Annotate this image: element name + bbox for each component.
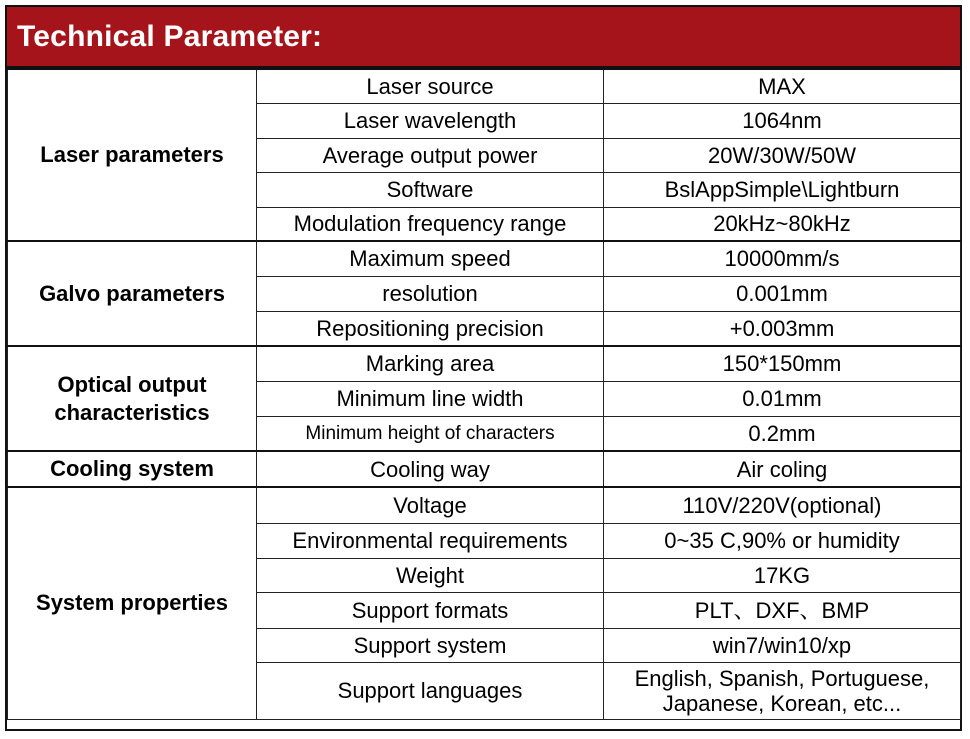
header-bar [7, 7, 960, 68]
param-value: 10000mm/s [604, 241, 961, 276]
param-name: Support system [257, 628, 604, 662]
param-value: 1064nm [604, 103, 961, 138]
param-name: Cooling way [257, 451, 604, 487]
param-value: +0.003mm [604, 311, 961, 346]
table-row [8, 451, 961, 487]
param-name: Laser source [257, 69, 604, 103]
param-value: Air coling [604, 451, 961, 487]
param-value: English, Spanish, Portuguese, Japanese, Korean, etc... [604, 662, 961, 719]
param-value: PLT、DXF、BMP [604, 592, 961, 628]
param-value: MAX [604, 69, 961, 103]
param-value: 150*150mm [604, 346, 961, 381]
param-name: Minimum line width [257, 381, 604, 416]
param-name: Weight [257, 558, 604, 592]
param-value: 0~35 C,90% or humidity [604, 523, 961, 558]
param-name: Support languages [257, 662, 604, 719]
category-system-properties: System properties [8, 487, 257, 719]
category-laser-parameters: Laser parameters [8, 69, 257, 241]
param-value: 0.2mm [604, 416, 961, 451]
param-name: Marking area [257, 346, 604, 381]
param-value: 20kHz~80kHz [604, 207, 961, 241]
param-name: Environmental requirements [257, 523, 604, 558]
table-row [8, 346, 961, 381]
param-value: 0.001mm [604, 276, 961, 311]
category-galvo-parameters: Galvo parameters [8, 241, 257, 346]
param-name: Average output power [257, 138, 604, 172]
spec-table [7, 68, 961, 720]
param-name: Voltage [257, 487, 604, 523]
param-name: Minimum height of characters [257, 416, 604, 451]
table-row [8, 487, 961, 523]
table-row [8, 241, 961, 276]
spec-sheet [5, 5, 962, 731]
param-name: resolution [257, 276, 604, 311]
param-name: Support formats [257, 592, 604, 628]
param-name: Modulation frequency range [257, 207, 604, 241]
param-value: win7/win10/xp [604, 628, 961, 662]
param-value: 110V/220V(optional) [604, 487, 961, 523]
param-value: 20W/30W/50W [604, 138, 961, 172]
param-value: 0.01mm [604, 381, 961, 416]
param-value: BslAppSimple\Lightburn [604, 172, 961, 207]
category-optical-output: Optical output characteristics [8, 346, 257, 451]
param-name: Laser wavelength [257, 103, 604, 138]
param-name: Software [257, 172, 604, 207]
param-name: Repositioning precision [257, 311, 604, 346]
category-cooling-system: Cooling system [8, 451, 257, 487]
param-value: 17KG [604, 558, 961, 592]
table-row [8, 69, 961, 103]
page-title: Technical Parameter: [17, 19, 323, 53]
param-name: Maximum speed [257, 241, 604, 276]
